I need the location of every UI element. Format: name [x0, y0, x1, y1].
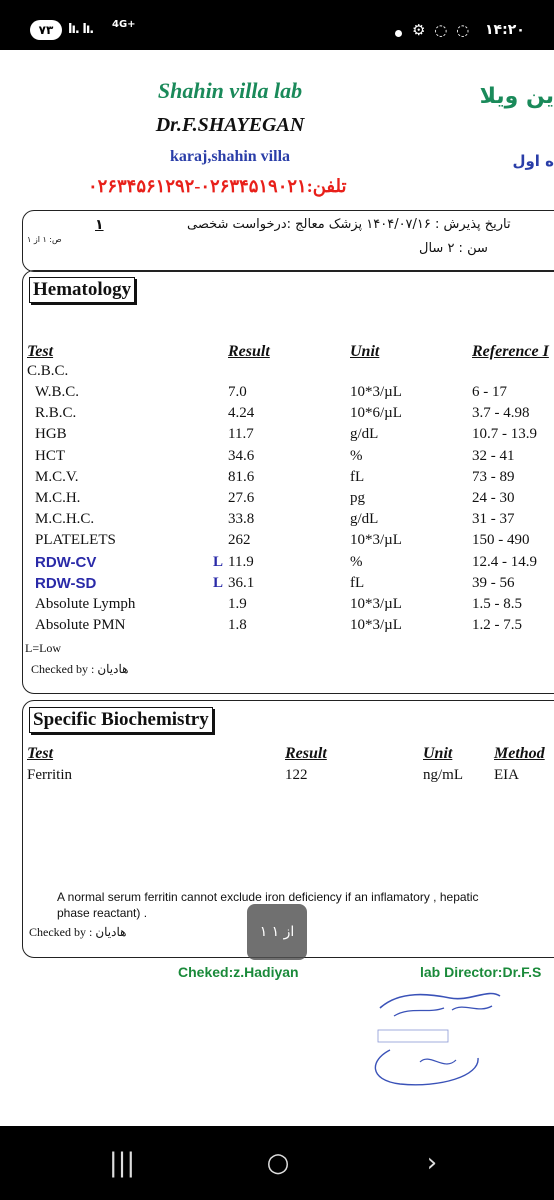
- checked-by: Checked by : هادیان: [29, 925, 127, 939]
- low-flag: L: [213, 574, 224, 591]
- test-name: RDW-CV: [35, 553, 97, 571]
- hematology-section: [22, 270, 554, 694]
- flag-legend: L=Low: [25, 641, 62, 655]
- test-result: 33.8: [228, 511, 255, 528]
- lab-location: karaj,shahin villa: [169, 148, 291, 165]
- section-title: Specific Biochemistry: [29, 707, 213, 733]
- test-name: Absolute Lymph: [35, 596, 136, 612]
- test-reference-range: 1.5 - 8.5: [472, 596, 522, 612]
- navigation-bar: [0, 1126, 554, 1200]
- test-unit: 10*3/µL: [350, 532, 402, 549]
- doctor-name: Dr.F.SHAYEGAN: [155, 114, 305, 136]
- test-unit: g/dL: [350, 511, 379, 528]
- test-reference-range: 12.4 - 14.9: [472, 553, 537, 570]
- admission-info: تاریخ پذیرش : ۱۴۰۴/۰۷/۱۶ پزشک معالج :درخواست شخصی: [187, 217, 511, 232]
- test-name: M.C.H.C.: [35, 511, 95, 528]
- test-reference-range: 150 - 490: [472, 532, 530, 549]
- home-button[interactable]: ○: [266, 1148, 290, 1178]
- col-header-method: Method: [494, 745, 545, 762]
- test-unit: ng/mL: [423, 767, 463, 783]
- test-result: 7.0: [228, 384, 247, 400]
- test-result: 262: [228, 532, 251, 549]
- notification-badge: ۷۳: [30, 20, 62, 40]
- test-unit: g/dL: [350, 426, 379, 443]
- test-reference-range: 24 - 30: [472, 490, 515, 506]
- lab-name-persian: ین ویلا: [479, 84, 554, 109]
- page-indicator: ۱ از ۱: [247, 904, 307, 960]
- test-unit: fL: [350, 574, 365, 591]
- lab-phone: تلفن:۰۲۶۳۴۵۱۹۰۲۱-۰۲۶۳۴۵۶۱۲۹۲: [88, 176, 347, 196]
- comment-line: phase reactant) .: [57, 906, 148, 920]
- test-name: W.B.C.: [35, 384, 80, 400]
- test-reference-range: 10.7 - 13.9: [472, 426, 537, 443]
- test-result: 36.1: [228, 574, 255, 591]
- test-method: EIA: [494, 767, 519, 783]
- test-result: 11.9: [228, 553, 254, 570]
- test-unit: %: [350, 447, 363, 464]
- test-result: 27.6: [228, 490, 255, 506]
- col-header-reference: Reference I: [472, 343, 549, 360]
- test-reference-range: 39 - 56: [472, 574, 515, 591]
- status-icons: ⚙ ◌ ◌: [412, 21, 472, 39]
- lab-report-document[interactable]: [0, 50, 554, 1126]
- patient-code: ۱: [95, 217, 104, 233]
- test-name: RDW-SD: [35, 574, 97, 592]
- test-result: 1.9: [228, 596, 247, 612]
- signal-strength-icon: lı. lı.: [68, 22, 94, 37]
- notification-dot-icon: [395, 30, 402, 37]
- col-header-test: Test: [27, 745, 54, 762]
- test-name: HCT: [35, 447, 65, 464]
- test-reference-range: 1.2 - 7.5: [472, 617, 522, 634]
- comment-line: A normal serum ferritin cannot exclude iron deficiency if an inflamatory , hepatic: [57, 890, 479, 904]
- lab-subtitle-persian: ه اول: [512, 152, 554, 170]
- test-reference-range: 31 - 37: [472, 511, 515, 528]
- test-result: 34.6: [228, 447, 255, 464]
- test-name: PLATELETS: [35, 532, 116, 549]
- test-group: C.B.C.: [27, 363, 69, 379]
- test-result: 11.7: [228, 426, 254, 443]
- test-name: M.C.H.: [35, 490, 81, 506]
- test-reference-range: 3.7 - 4.98: [472, 405, 530, 422]
- test-unit: 10*3/µL: [350, 596, 402, 612]
- test-unit: 10*3/µL: [350, 384, 402, 400]
- clock: ۱۴:۲۰: [485, 22, 525, 38]
- test-result: 122: [285, 767, 308, 783]
- col-header-result: Result: [228, 343, 270, 360]
- patient-info-box: [22, 210, 554, 272]
- back-button[interactable]: ›: [426, 1148, 438, 1178]
- test-unit: fL: [350, 468, 365, 485]
- lab-director-label: lab Director:Dr.F.S: [420, 964, 542, 980]
- status-bar: [0, 0, 554, 50]
- test-result: 4.24: [228, 405, 255, 422]
- test-unit: 10*6/µL: [350, 405, 402, 422]
- col-header-test: Test: [27, 343, 54, 360]
- test-result: 81.6: [228, 468, 255, 485]
- test-reference-range: 6 - 17: [472, 384, 507, 400]
- test-name: R.B.C.: [35, 405, 77, 422]
- col-header-unit: Unit: [423, 745, 453, 762]
- test-name: Absolute PMN: [35, 617, 126, 634]
- col-header-unit: Unit: [350, 343, 380, 360]
- checked-signature-label: Cheked:z.Hadiyan: [178, 964, 299, 980]
- network-type: 4G+: [112, 19, 136, 30]
- test-unit: %: [350, 553, 363, 570]
- section-title: Hematology: [29, 277, 135, 303]
- test-name: M.C.V.: [35, 468, 79, 485]
- test-reference-range: 32 - 41: [472, 447, 515, 464]
- test-name: Ferritin: [27, 767, 72, 783]
- checked-by: Checked by : هادیان: [31, 662, 129, 676]
- recent-apps-button[interactable]: |||: [108, 1148, 136, 1178]
- test-unit: pg: [350, 490, 365, 506]
- test-reference-range: 73 - 89: [472, 468, 515, 485]
- patient-age: سن : ۲ سال: [419, 241, 488, 256]
- lab-name: Shahin villa lab: [157, 78, 303, 103]
- test-result: 1.8: [228, 617, 247, 634]
- test-name: HGB: [35, 426, 67, 443]
- col-header-result: Result: [285, 745, 327, 762]
- test-unit: 10*3/µL: [350, 617, 402, 634]
- page-number: ص: ۱ از ۱: [27, 235, 62, 244]
- low-flag: L: [213, 553, 224, 570]
- director-signature-seal: [360, 980, 520, 1090]
